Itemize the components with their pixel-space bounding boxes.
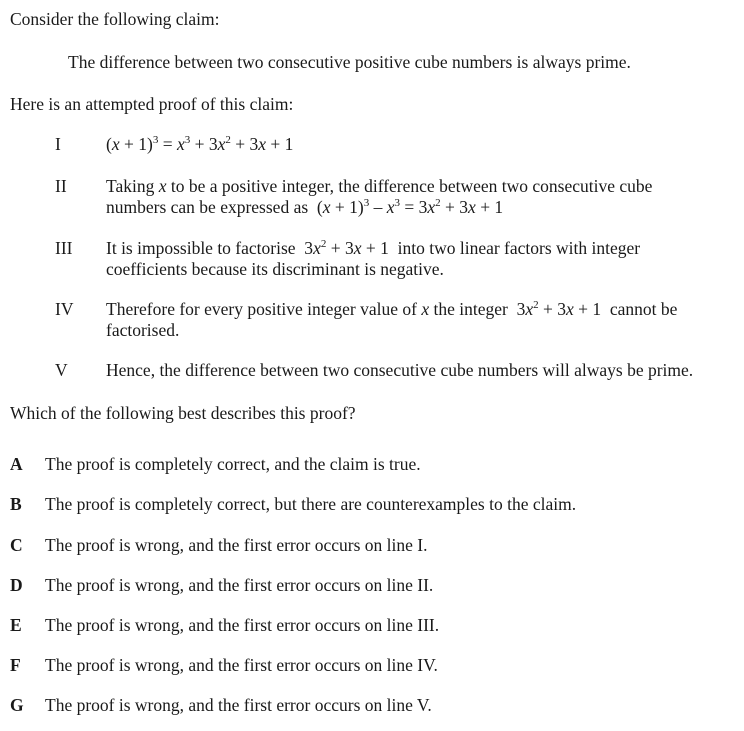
option-letter: D — [10, 575, 23, 595]
option-text: The proof is wrong, and the first error occurs on line I. — [45, 535, 428, 555]
option-letter: C — [10, 535, 23, 555]
option-letter: G — [10, 695, 24, 715]
option-text: The proof is wrong, and the first error occurs on line V. — [45, 695, 432, 715]
option-text: The proof is wrong, and the first error occurs on line II. — [45, 575, 434, 595]
proof-line-number-v: V — [55, 360, 68, 380]
claim-intro: Consider the following claim: — [10, 9, 220, 29]
formula-line-i: $(x + 1)^3 = x^3 + 3x^2 + 3x + 1$ — [106, 134, 294, 154]
claim-statement: The difference between two consecutive positive cube numbers is always prime. — [68, 52, 631, 72]
proof-line-iv-visible-1: Therefore for every positive integer value of x the integer $3x^2 + 3x + 1$ cannot be — [106, 299, 678, 319]
proof-line-iv-visible-2: factorised. — [106, 320, 180, 340]
proof-line-number-iii: III — [55, 238, 73, 258]
proof-line-iii-text — [106, 238, 640, 280]
proof-line-number-iv: IV — [55, 299, 74, 319]
proof-line-number-i: I — [55, 134, 61, 154]
proof-line-ii-visible-1: Taking x to be a positive integer, the difference between two consecutive cube — [106, 176, 653, 196]
option-text: The proof is completely correct, but there are counterexamples to the claim. — [45, 494, 577, 514]
option-text: The proof is wrong, and the first error occurs on line III. — [45, 615, 440, 635]
proof-line-v-text: Hence, the difference between two consecutive cube numbers will always be prime. — [106, 360, 694, 380]
option-text: The proof is completely correct, and the claim is true. — [45, 454, 421, 474]
option-letter: B — [10, 494, 22, 514]
proof-line-iv-text — [106, 299, 677, 341]
question-prompt: Which of the following best describes this proof? — [10, 403, 356, 423]
proof-line-iii-visible-2: coefficients because its discriminant is negative. — [106, 259, 444, 279]
option-letter: E — [10, 615, 22, 635]
option-letter: F — [10, 655, 21, 675]
proof-line-ii-visible-2: numbers can be expressed as $(x + 1)^3 - x^3 = 3x^2 + 3x + 1$ — [106, 197, 504, 217]
proof-line-iii-visible-1: It is impossible to factorise $3x^2 + 3x + 1$ into two linear factors with integer — [106, 238, 641, 258]
proof-intro: Here is an attempted proof of this claim: — [10, 94, 294, 114]
proof-line-ii-text — [106, 176, 652, 218]
option-text: The proof is wrong, and the first error occurs on line IV. — [45, 655, 438, 675]
proof-line-number-ii: II — [55, 176, 67, 196]
option-letter: A — [10, 454, 23, 474]
proof-line-i-text — [106, 134, 293, 155]
